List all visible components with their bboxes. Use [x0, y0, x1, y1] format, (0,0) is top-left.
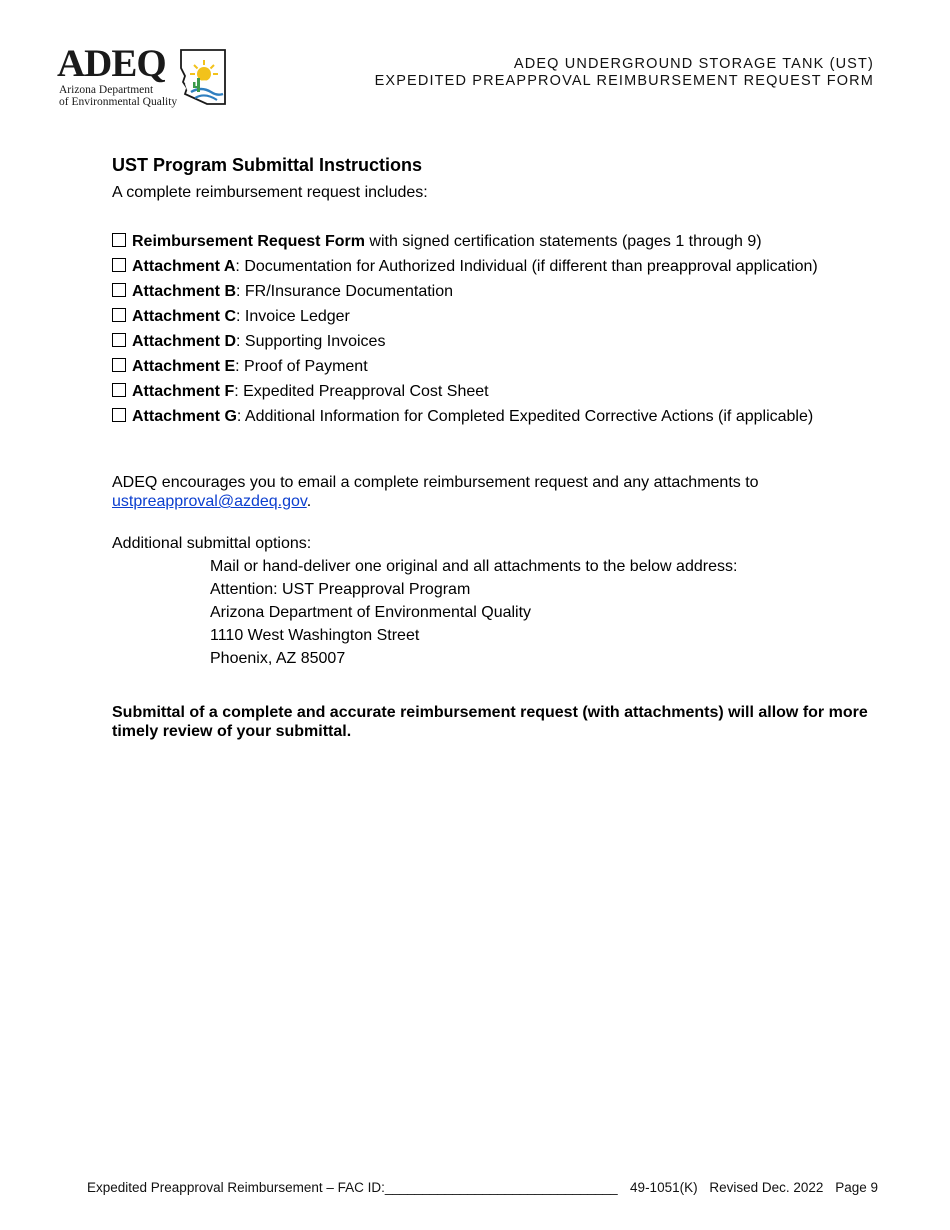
checkbox[interactable] — [112, 308, 126, 322]
checklist-item-text: with signed certification statements (pages 1 through 9) — [364, 233, 762, 250]
checklist-item — [112, 331, 882, 352]
checklist-item-text: : Invoice Ledger — [236, 308, 350, 325]
checkbox[interactable] — [112, 333, 126, 347]
checkbox[interactable] — [112, 383, 126, 397]
address-line: Phoenix, AZ 85007 — [210, 650, 346, 667]
checkbox[interactable] — [112, 283, 126, 297]
email-text: ADEQ encourages you to email a complete reimbursement request and any attachments to — [112, 474, 759, 491]
checklist-item-bold: Attachment C — [132, 308, 237, 325]
address-line: 1110 West Washington Street — [210, 627, 420, 644]
checklist-item-bold: Attachment D — [132, 333, 237, 350]
checklist-item-text: : Supporting Invoices — [236, 333, 386, 350]
checklist-item-bold: Attachment B — [132, 283, 237, 300]
section-title: UST Program Submittal Instructions — [112, 155, 423, 175]
checklist-item — [112, 306, 882, 327]
intro-text: A complete reimbursement request includes: — [112, 184, 428, 201]
header-line-2: EXPEDITED PREAPPROVAL REIMBURSEMENT REQUEST FORM — [374, 73, 874, 89]
checklist-item-bold: Attachment A — [132, 258, 236, 275]
email-link[interactable]: ustpreapproval@azdeq.gov — [112, 493, 307, 510]
checklist-item — [112, 281, 882, 302]
adeq-logo — [57, 42, 229, 108]
checklist-item-text: : Proof of Payment — [235, 358, 368, 375]
checkbox[interactable] — [112, 358, 126, 372]
checklist-item-bold: Attachment E — [132, 358, 236, 375]
footer-page-number: Page 9 — [835, 1180, 878, 1195]
footer-form-info — [622, 1180, 878, 1195]
checklist-item — [112, 406, 882, 427]
address-line: Arizona Department of Environmental Quality — [210, 604, 532, 621]
address-line: Mail or hand-deliver one original and all attachments to the below address: — [210, 558, 738, 575]
checklist-item — [112, 356, 882, 377]
email-instructions — [112, 473, 882, 511]
arizona-state-icon — [177, 48, 227, 106]
checklist-item-bold: Attachment G — [132, 408, 237, 425]
logo-line-1: Arizona Department — [59, 84, 154, 96]
logo-line-2: of Environmental Quality — [59, 96, 178, 108]
footer-revised: Revised Dec. 2022 — [709, 1180, 824, 1195]
closing-statement: Submittal of a complete and accurate reimbursement request (with attachments) will allow for more timely review of your submittal. — [112, 704, 868, 740]
main-content — [112, 154, 882, 741]
checklist-item — [112, 256, 882, 277]
email-period: . — [306, 493, 312, 510]
checklist-item-text: : Additional Information for Completed Expedited Corrective Actions (if applicable) — [236, 408, 814, 425]
checklist-item-bold: Attachment F — [132, 383, 235, 400]
footer-fac-id: Expedited Preapproval Reimbursement – FAC ID:_______________________________ — [87, 1180, 618, 1195]
checklist-item-text: : Documentation for Authorized Individual (if different than preapproval application) — [235, 258, 818, 275]
checkbox[interactable] — [112, 258, 126, 272]
checklist-item — [112, 231, 882, 252]
submittal-checklist — [112, 231, 882, 427]
checklist-item-text: : Expedited Preapproval Cost Sheet — [234, 383, 489, 400]
form-header — [375, 56, 874, 90]
checkbox[interactable] — [112, 408, 126, 422]
logo-wordmark: ADEQ — [57, 42, 166, 85]
checklist-item-text: : FR/Insurance Documentation — [236, 283, 454, 300]
address-line: Attention: UST Preapproval Program — [210, 581, 471, 598]
checklist-item — [112, 381, 882, 402]
mailing-address — [210, 555, 882, 670]
checkbox[interactable] — [112, 233, 126, 247]
checklist-item-bold: Reimbursement Request Form — [132, 233, 365, 250]
header-line-1: ADEQ UNDERGROUND STORAGE TANK (UST) — [513, 56, 874, 72]
footer-form-number: 49-1051(K) — [630, 1180, 698, 1195]
options-label: Additional submittal options: — [112, 535, 312, 552]
